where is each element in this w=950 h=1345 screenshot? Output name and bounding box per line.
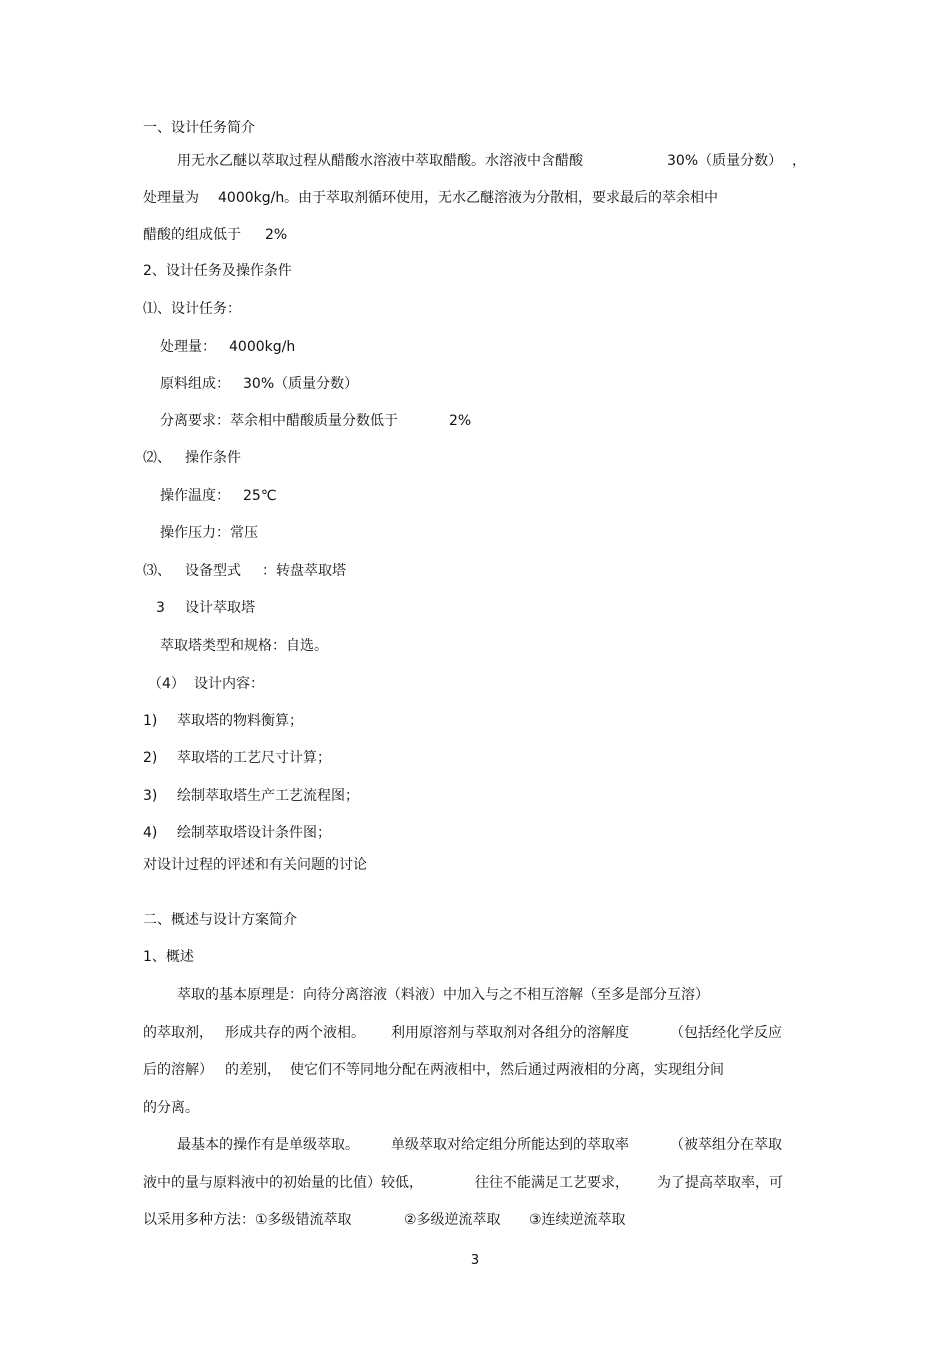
paragraph-text: 醋酸的组成低于 xyxy=(143,227,241,243)
sub-heading: ⑴、设计任务： xyxy=(143,301,241,317)
sub-heading-number: ⑵、 xyxy=(143,450,171,466)
sub-heading-number: （4） xyxy=(148,676,185,692)
paragraph-text: （包括经化学反应 xyxy=(670,1025,782,1041)
page-number: 3 xyxy=(470,1253,480,1268)
list-item: 萃取塔的物料衡算； xyxy=(177,713,303,729)
paragraph-text: 的萃取剂， xyxy=(143,1025,213,1041)
paragraph-text: ， xyxy=(792,153,806,169)
list-item-number: 1) xyxy=(143,713,158,729)
paragraph-text: 以采用多种方法：①多级错流萃取 xyxy=(143,1212,352,1228)
list-item-number: 2) xyxy=(143,750,158,766)
field-value: 2% xyxy=(449,413,472,429)
paragraph-text: ③连续逆流萃取 xyxy=(529,1212,626,1228)
paragraph-text: 30%（质量分数） xyxy=(667,153,783,169)
paragraph-text: 处理量为 xyxy=(143,190,199,206)
paragraph-text: 最基本的操作有是单级萃取。 xyxy=(177,1137,359,1153)
paragraph-text: （被萃组分在萃取 xyxy=(670,1137,782,1153)
paragraph-text: 对设计过程的评述和有关问题的讨论 xyxy=(143,857,367,873)
paragraph-text: 的差别， xyxy=(225,1062,281,1078)
paragraph-text: 使它们不等同地分配在两液相中，然后通过两液相的分离，实现组分间 xyxy=(290,1062,724,1078)
list-item: 绘制萃取塔设计条件图； xyxy=(177,825,331,841)
field-label: 分离要求：萃余相中醋酸质量分数低于 xyxy=(160,413,398,429)
sub-heading-number: ⑶、 xyxy=(143,563,171,579)
paragraph-text: 萃取的基本原理是：向待分离溶液（料液）中加入与之不相互溶解（至多是部分互溶） xyxy=(177,987,709,1003)
paragraph-text: 单级萃取对给定组分所能达到的萃取率 xyxy=(391,1137,629,1153)
paragraph-text: 液中的量与原料液中的初始量的比值）较低， xyxy=(143,1175,423,1191)
sub-heading: 操作条件 xyxy=(185,450,241,466)
field-value: 30%（质量分数） xyxy=(243,376,359,392)
paragraph-text: 利用原溶剂与萃取剂对各组分的溶解度 xyxy=(391,1025,629,1041)
paragraph-text: 2% xyxy=(265,227,288,243)
field-value: 25℃ xyxy=(243,488,277,504)
paragraph-text: 形成共存的两个液相。 xyxy=(225,1025,365,1041)
field-label: 操作压力：常压 xyxy=(160,525,258,541)
sub-heading: 设计内容： xyxy=(194,676,264,692)
paragraph-text: 萃取塔类型和规格：自选。 xyxy=(160,638,328,654)
paragraph-text: 后的溶解） xyxy=(143,1062,213,1078)
paragraph-text: 为了提高萃取率，可 xyxy=(657,1175,783,1191)
section-heading: 二、概述与设计方案简介 xyxy=(143,912,297,928)
field-value: 4000kg/h xyxy=(229,339,296,355)
sub-heading: 设计萃取塔 xyxy=(185,600,255,616)
paragraph-text: 往往不能满足工艺要求， xyxy=(475,1175,629,1191)
list-item-number: 3) xyxy=(143,788,158,804)
field-label: 原料组成： xyxy=(160,376,230,392)
field-value: ：转盘萃取塔 xyxy=(262,563,346,579)
field-label: 设备型式 xyxy=(185,563,241,579)
section-heading: 一、设计任务简介 xyxy=(143,120,255,136)
paragraph-text: 。由于萃取剂循环使用，无水乙醚溶液为分散相，要求最后的萃余相中 xyxy=(284,190,718,206)
field-label: 操作温度： xyxy=(160,488,230,504)
sub-heading: 1、概述 xyxy=(143,949,194,965)
paragraph-text: ②多级逆流萃取 xyxy=(404,1212,501,1228)
paragraph-text: 用无水乙醚以萃取过程从醋酸水溶液中萃取醋酸。水溶液中含醋酸 xyxy=(177,153,583,169)
list-item: 萃取塔的工艺尺寸计算； xyxy=(177,750,331,766)
sub-heading-number: 3 xyxy=(156,600,165,616)
paragraph-text: 4000kg/h xyxy=(218,190,285,206)
list-item-number: 4) xyxy=(143,825,158,841)
paragraph-text: 的分离。 xyxy=(143,1100,199,1116)
list-item: 绘制萃取塔生产工艺流程图； xyxy=(177,788,359,804)
section-heading: 2、设计任务及操作条件 xyxy=(143,263,292,279)
field-label: 处理量： xyxy=(160,339,216,355)
